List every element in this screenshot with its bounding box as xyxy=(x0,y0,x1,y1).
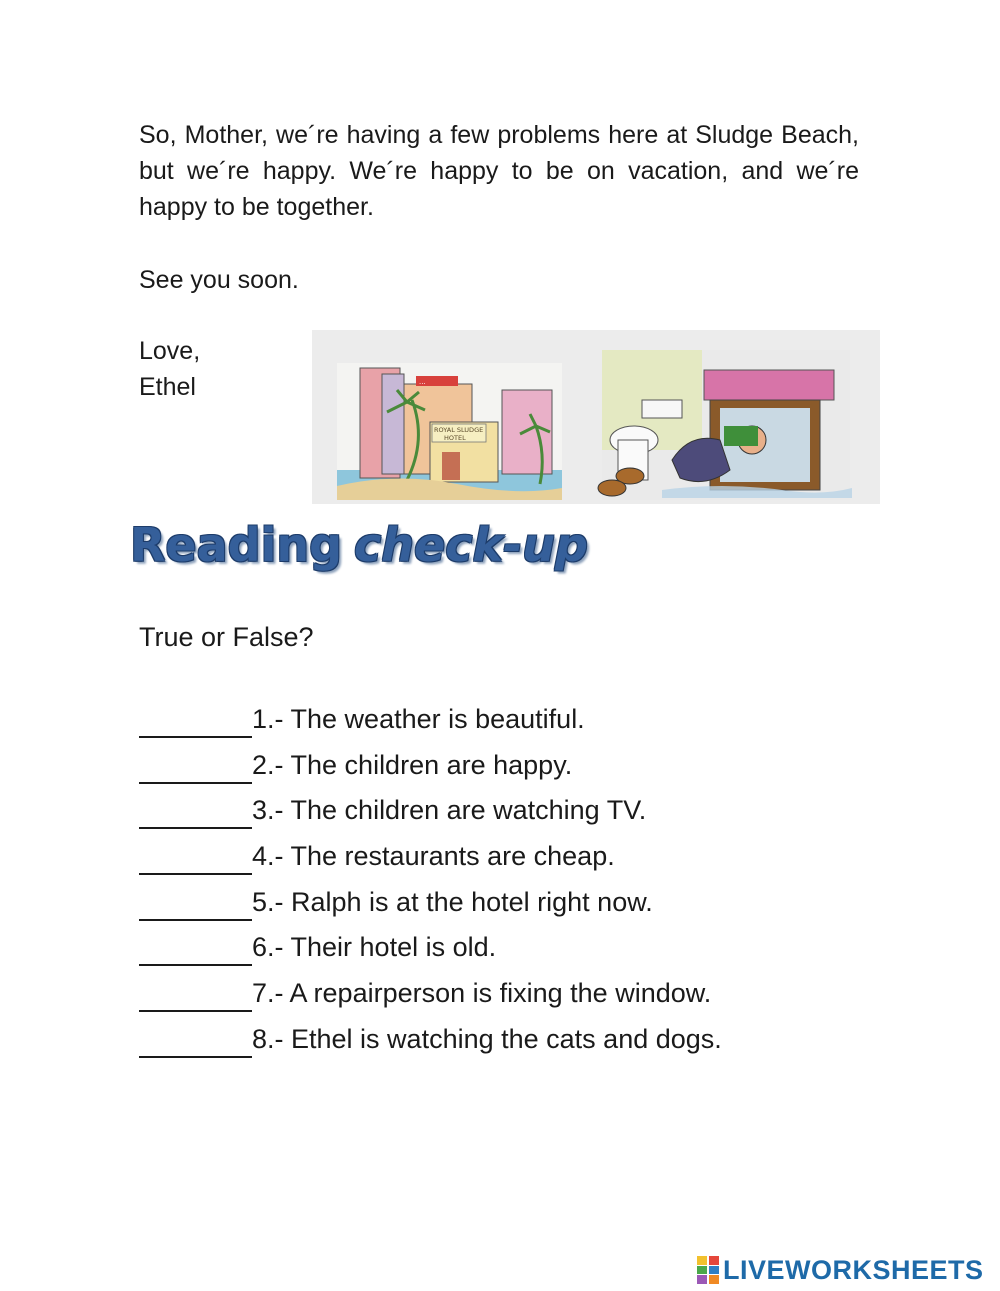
letter-signature: Ethel xyxy=(139,373,196,401)
question-text: 5.- Ralph is at the hotel right now. xyxy=(252,886,653,917)
question-list xyxy=(139,700,722,1066)
question-item xyxy=(139,837,722,883)
answer-input-6[interactable] xyxy=(139,934,252,966)
question-item xyxy=(139,883,722,929)
letter-farewell: See you soon. xyxy=(139,266,299,294)
hotel-sign-line2: HOTEL xyxy=(444,434,466,442)
answer-input-2[interactable] xyxy=(139,752,252,784)
brand-name: LIVEWORKSHEETS xyxy=(723,1254,984,1285)
question-text: 8.- Ethel is watching the cats and dogs. xyxy=(252,1023,722,1054)
question-text: 2.- The children are happy. xyxy=(252,749,573,780)
question-item xyxy=(139,791,722,837)
question-item xyxy=(139,1020,722,1066)
instructions: True or False? xyxy=(139,622,314,652)
answer-input-8[interactable] xyxy=(139,1026,252,1058)
answer-input-1[interactable] xyxy=(139,706,252,738)
letter-signoff xyxy=(139,333,200,405)
question-text: 1.- The weather is beautiful. xyxy=(252,704,585,734)
liveworksheets-logo-icon xyxy=(697,1256,719,1284)
answer-input-3[interactable] xyxy=(139,797,252,829)
heading-italic: check-up xyxy=(354,518,588,572)
hotel-top-sign: ... xyxy=(419,378,426,386)
question-text: 6.- Their hotel is old. xyxy=(252,932,497,963)
question-text: 3.- The children are watching TV. xyxy=(252,795,647,826)
letter-paragraph: So, Mother, we´re having a few problems here at Sludge Beach, but we´re happy. We´re happy to be on vacation, and we´re happy to be together. xyxy=(139,121,859,221)
answer-input-7[interactable] xyxy=(139,980,252,1012)
question-item xyxy=(139,974,722,1020)
question-text: 7.- A repairperson is fixing the window. xyxy=(252,978,712,1009)
answer-input-4[interactable] xyxy=(139,843,252,875)
story-illustration xyxy=(312,330,880,504)
hotel-and-plumber-illustration xyxy=(312,330,880,504)
hotel-sign-line1: ROYAL SLUDGE xyxy=(434,426,484,434)
section-heading xyxy=(130,518,588,572)
brand-footer[interactable] xyxy=(697,1253,984,1287)
question-item xyxy=(139,928,722,974)
answer-input-5[interactable] xyxy=(139,889,252,921)
question-item xyxy=(139,700,722,746)
question-text: 4.- The restaurants are cheap. xyxy=(252,841,615,872)
letter-closing: Love, xyxy=(139,337,201,365)
question-item xyxy=(139,746,722,792)
heading-regular: Reading xyxy=(130,518,343,572)
